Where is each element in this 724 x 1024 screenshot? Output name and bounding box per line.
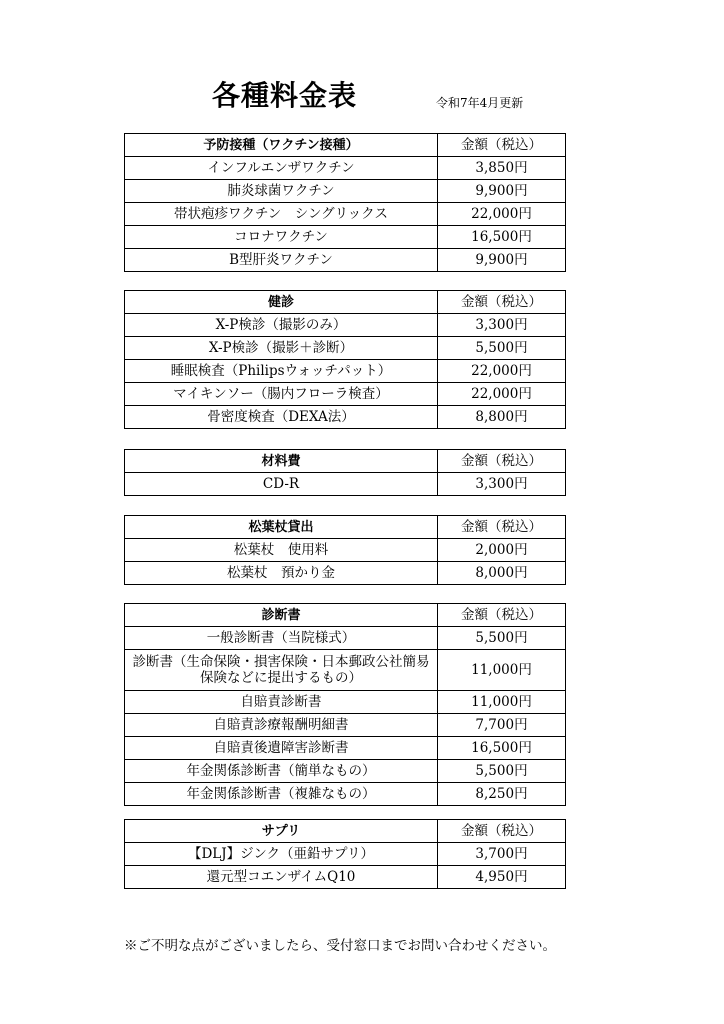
section-header: 診断書 [125,604,438,627]
item-price: 22,000円 [438,383,566,406]
item-price: 3,300円 [438,473,566,496]
item-name: B型肝炎ワクチン [125,249,438,272]
item-price: 5,500円 [438,627,566,650]
table-row [125,180,566,203]
table-row [125,737,566,760]
table-row [125,843,566,866]
item-price: 16,500円 [438,737,566,760]
item-name: 自賠責診療報酬明細書 [125,714,438,737]
item-name: 肺炎球菌ワクチン [125,180,438,203]
item-name: マイキンソー（腸内フローラ検査） [125,383,438,406]
table-row [125,539,566,562]
table-row [125,157,566,180]
table-row [125,337,566,360]
item-price: 8,800円 [438,406,566,429]
price-table-crutch-rental [124,515,566,585]
item-name: インフルエンザワクチン [125,157,438,180]
page-title: 各種料金表 [212,79,358,112]
item-name: 帯状疱疹ワクチン シングリックス [125,203,438,226]
section-header: 松葉杖貸出 [125,516,438,539]
amount-header: 金額（税込） [438,450,566,473]
item-price: 5,500円 [438,760,566,783]
amount-header: 金額（税込） [438,820,566,843]
table-row [125,627,566,650]
amount-header: 金額（税込） [438,134,566,157]
item-name: 年金関係診断書（複雑なもの） [125,783,438,806]
item-price: 7,700円 [438,714,566,737]
section-header: 予防接種（ワクチン接種） [125,134,438,157]
item-name: 自賠責後遺障害診断書 [125,737,438,760]
item-price: 2,000円 [438,539,566,562]
item-price: 3,300円 [438,314,566,337]
item-name: 還元型コエンザイムQ10 [125,866,438,889]
table-row [125,473,566,496]
table-row [125,314,566,337]
item-name: 睡眠検査（Philipsウォッチパット） [125,360,438,383]
table-row [125,866,566,889]
item-name: X-P検診（撮影のみ） [125,314,438,337]
item-price: 5,500円 [438,337,566,360]
item-price: 3,850円 [438,157,566,180]
table-header-row [125,450,566,473]
price-table-certificates [124,603,566,806]
table-row [125,406,566,429]
table-row [125,226,566,249]
footer-note: ※ご不明な点がございましたら、受付窓口までお問い合わせください。 [124,938,556,954]
item-price: 3,700円 [438,843,566,866]
amount-header: 金額（税込） [438,291,566,314]
item-name: 松葉杖 使用料 [125,539,438,562]
table-header-row [125,134,566,157]
section-header: 材料費 [125,450,438,473]
table-row [125,714,566,737]
price-table-checkup [124,290,566,429]
table-row [125,691,566,714]
section-header: 健診 [125,291,438,314]
item-price: 8,000円 [438,562,566,585]
table-row [125,562,566,585]
item-name: コロナワクチン [125,226,438,249]
updated-date: 令和7年4月更新 [436,96,524,110]
item-price: 9,900円 [438,249,566,272]
table-row [125,650,566,691]
item-name: 年金関係診断書（簡単なもの） [125,760,438,783]
table-row [125,203,566,226]
item-price: 4,950円 [438,866,566,889]
item-price: 16,500円 [438,226,566,249]
price-table-supplements [124,819,566,889]
table-row [125,760,566,783]
item-name: 骨密度検査（DEXA法） [125,406,438,429]
table-row [125,783,566,806]
section-header: サプリ [125,820,438,843]
item-price: 22,000円 [438,203,566,226]
item-price: 9,900円 [438,180,566,203]
item-price: 11,000円 [438,650,566,691]
table-row [125,249,566,272]
item-price: 22,000円 [438,360,566,383]
item-price: 8,250円 [438,783,566,806]
table-header-row [125,291,566,314]
item-name: 【DLJ】ジンク（亜鉛サプリ） [125,843,438,866]
amount-header: 金額（税込） [438,604,566,627]
item-name: X-P検診（撮影＋診断） [125,337,438,360]
item-price: 11,000円 [438,691,566,714]
price-table-materials [124,449,566,496]
item-name: 診断書（生命保険・損害保険・日本郵政公社簡易保険などに提出するもの） [125,650,438,691]
table-header-row [125,604,566,627]
item-name: 自賠責診断書 [125,691,438,714]
amount-header: 金額（税込） [438,516,566,539]
table-row [125,383,566,406]
item-name: CD-R [125,473,438,496]
table-row [125,360,566,383]
table-header-row [125,516,566,539]
item-name: 松葉杖 預かり金 [125,562,438,585]
item-name: 一般診断書（当院様式） [125,627,438,650]
table-header-row [125,820,566,843]
price-table-vaccination [124,133,566,272]
